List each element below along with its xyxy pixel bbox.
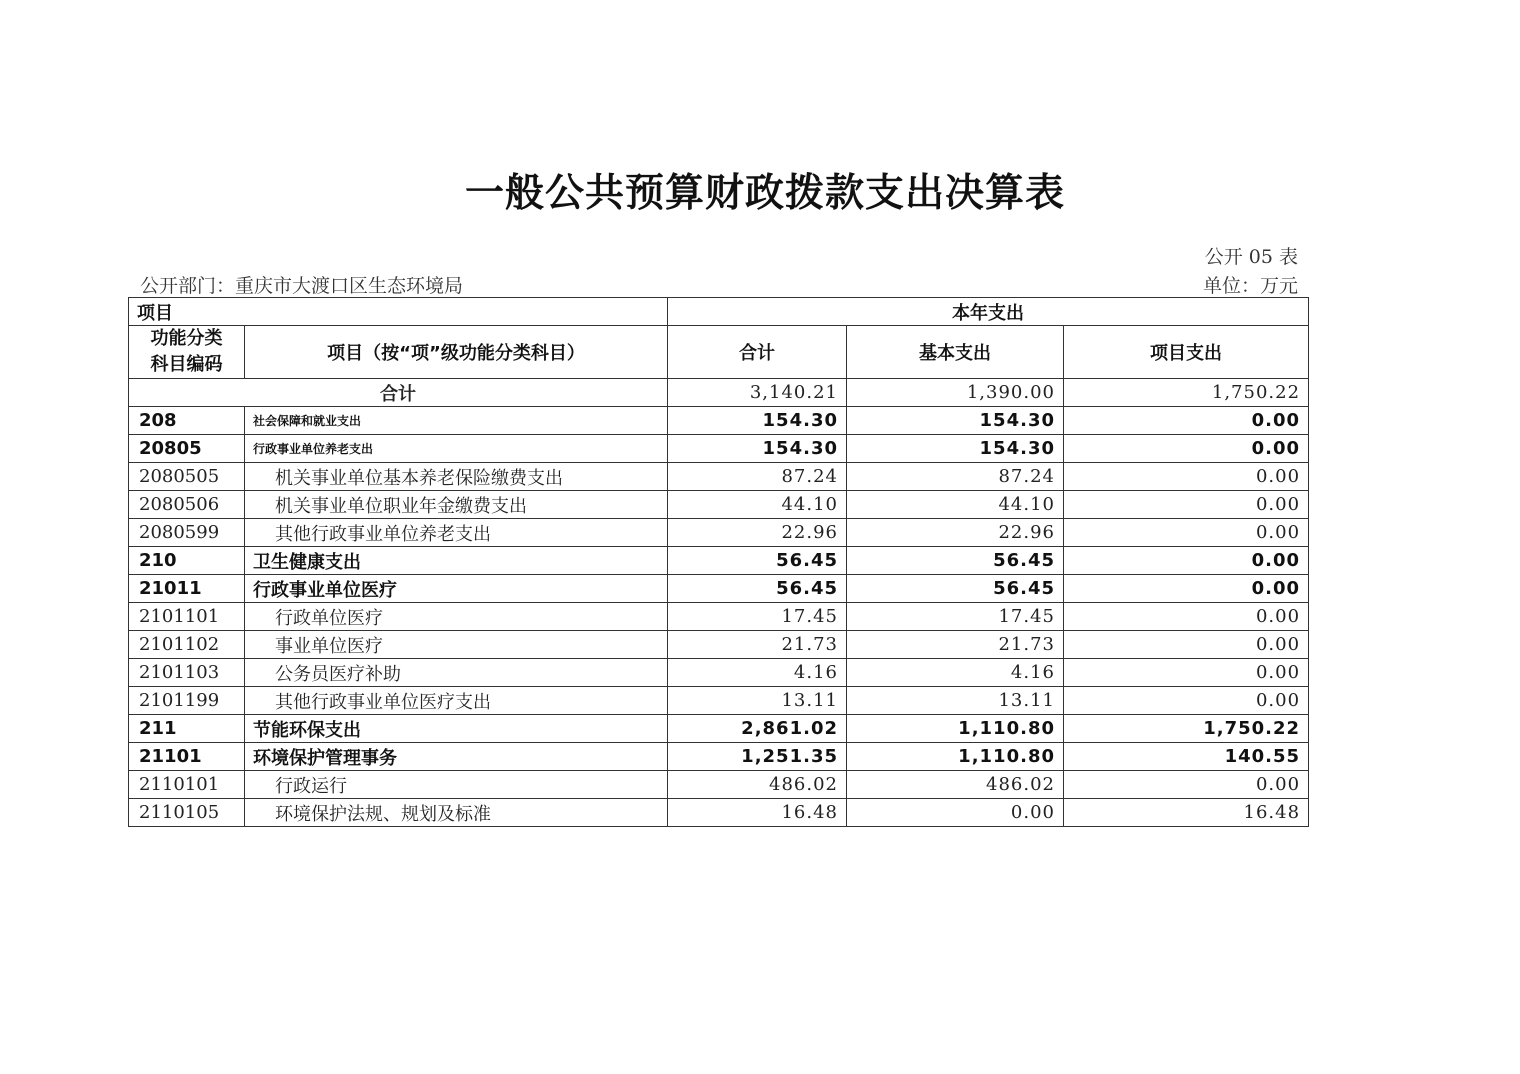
row-basic: 154.30 bbox=[847, 407, 1064, 435]
row-basic: 1,110.80 bbox=[847, 743, 1064, 771]
row-name: 机关事业单位职业年金缴费支出 bbox=[245, 491, 668, 519]
row-code: 2080506 bbox=[129, 491, 245, 519]
row-name: 卫生健康支出 bbox=[245, 547, 668, 575]
row-project: 0.00 bbox=[1064, 463, 1309, 491]
header-basic: 基本支出 bbox=[847, 326, 1064, 379]
row-total: 2,861.02 bbox=[668, 715, 847, 743]
row-total: 87.24 bbox=[668, 463, 847, 491]
row-total: 1,251.35 bbox=[668, 743, 847, 771]
row-code: 208 bbox=[129, 407, 245, 435]
row-name: 行政单位医疗 bbox=[245, 603, 668, 631]
row-total: 44.10 bbox=[668, 491, 847, 519]
row-name: 机关事业单位基本养老保险缴费支出 bbox=[245, 463, 668, 491]
row-basic: 87.24 bbox=[847, 463, 1064, 491]
row-code: 2101102 bbox=[129, 631, 245, 659]
table-row bbox=[129, 715, 1309, 743]
row-code: 2110101 bbox=[129, 771, 245, 799]
row-total: 16.48 bbox=[668, 799, 847, 827]
row-project: 0.00 bbox=[1064, 771, 1309, 799]
header-total: 合计 bbox=[668, 326, 847, 379]
table-row bbox=[129, 631, 1309, 659]
form-number: 公开 05 表 bbox=[1204, 246, 1298, 268]
header-row-sub bbox=[129, 326, 1309, 379]
row-basic: 154.30 bbox=[847, 435, 1064, 463]
row-basic: 21.73 bbox=[847, 631, 1064, 659]
row-total: 4.16 bbox=[668, 659, 847, 687]
row-code: 2080599 bbox=[129, 519, 245, 547]
row-basic: 4.16 bbox=[847, 659, 1064, 687]
row-code: 211 bbox=[129, 715, 245, 743]
header-current-year: 本年支出 bbox=[668, 298, 1309, 326]
row-code: 210 bbox=[129, 547, 245, 575]
row-project: 0.00 bbox=[1064, 603, 1309, 631]
table-row bbox=[129, 603, 1309, 631]
row-basic: 1,110.80 bbox=[847, 715, 1064, 743]
row-project: 0.00 bbox=[1064, 435, 1309, 463]
row-name: 事业单位医疗 bbox=[245, 631, 668, 659]
table-row bbox=[129, 659, 1309, 687]
row-name: 环境保护管理事务 bbox=[245, 743, 668, 771]
unit-label: 单位：万元 bbox=[1202, 275, 1298, 297]
row-basic: 486.02 bbox=[847, 771, 1064, 799]
header-item: 项目（按“项”级功能分类科目） bbox=[245, 326, 668, 379]
table-row bbox=[129, 435, 1309, 463]
page-title: 一般公共预算财政拨款支出决算表 bbox=[464, 171, 1065, 216]
total-label: 合计 bbox=[129, 379, 668, 407]
row-name: 行政事业单位医疗 bbox=[245, 575, 668, 603]
row-name: 其他行政事业单位医疗支出 bbox=[245, 687, 668, 715]
table-row bbox=[129, 771, 1309, 799]
expenditure-table bbox=[128, 297, 1309, 827]
total-amount: 3,140.21 bbox=[668, 379, 847, 407]
row-basic: 22.96 bbox=[847, 519, 1064, 547]
row-basic: 44.10 bbox=[847, 491, 1064, 519]
table-row bbox=[129, 575, 1309, 603]
total-basic: 1,390.00 bbox=[847, 379, 1064, 407]
row-project: 140.55 bbox=[1064, 743, 1309, 771]
row-project: 0.00 bbox=[1064, 547, 1309, 575]
row-total: 154.30 bbox=[668, 407, 847, 435]
row-code: 20805 bbox=[129, 435, 245, 463]
row-basic: 56.45 bbox=[847, 547, 1064, 575]
row-total: 22.96 bbox=[668, 519, 847, 547]
department-label: 公开部门：重庆市大渡口区生态环境局 bbox=[140, 275, 464, 297]
row-project: 1,750.22 bbox=[1064, 715, 1309, 743]
row-name: 公务员医疗补助 bbox=[245, 659, 668, 687]
table-row bbox=[129, 519, 1309, 547]
row-basic: 13.11 bbox=[847, 687, 1064, 715]
header-project-expenditure: 项目支出 bbox=[1064, 326, 1309, 379]
row-basic: 56.45 bbox=[847, 575, 1064, 603]
row-project: 0.00 bbox=[1064, 575, 1309, 603]
row-basic: 0.00 bbox=[847, 799, 1064, 827]
total-row bbox=[129, 379, 1309, 407]
row-project: 0.00 bbox=[1064, 407, 1309, 435]
table-row bbox=[129, 463, 1309, 491]
row-code: 2080505 bbox=[129, 463, 245, 491]
row-total: 13.11 bbox=[668, 687, 847, 715]
row-code: 2101199 bbox=[129, 687, 245, 715]
row-name: 其他行政事业单位养老支出 bbox=[245, 519, 668, 547]
header-project: 项目 bbox=[129, 298, 668, 326]
row-total: 17.45 bbox=[668, 603, 847, 631]
row-code: 21011 bbox=[129, 575, 245, 603]
header-code: 功能分类 科目编码 bbox=[129, 326, 245, 379]
row-name: 环境保护法规、规划及标准 bbox=[245, 799, 668, 827]
row-total: 154.30 bbox=[668, 435, 847, 463]
row-code: 2110105 bbox=[129, 799, 245, 827]
table-row bbox=[129, 687, 1309, 715]
table-row bbox=[129, 407, 1309, 435]
row-project: 0.00 bbox=[1064, 519, 1309, 547]
row-name: 节能环保支出 bbox=[245, 715, 668, 743]
row-project: 0.00 bbox=[1064, 659, 1309, 687]
row-project: 0.00 bbox=[1064, 491, 1309, 519]
row-code: 2101103 bbox=[129, 659, 245, 687]
table-row bbox=[129, 743, 1309, 771]
table-row bbox=[129, 491, 1309, 519]
row-name: 行政运行 bbox=[245, 771, 668, 799]
row-total: 56.45 bbox=[668, 547, 847, 575]
row-project: 0.00 bbox=[1064, 687, 1309, 715]
table-row bbox=[129, 547, 1309, 575]
total-project: 1,750.22 bbox=[1064, 379, 1309, 407]
row-project: 0.00 bbox=[1064, 631, 1309, 659]
row-name: 社会保障和就业支出 bbox=[245, 407, 668, 435]
row-total: 21.73 bbox=[668, 631, 847, 659]
row-project: 16.48 bbox=[1064, 799, 1309, 827]
row-total: 486.02 bbox=[668, 771, 847, 799]
row-name: 行政事业单位养老支出 bbox=[245, 435, 668, 463]
header-row-top bbox=[129, 298, 1309, 326]
row-code: 21101 bbox=[129, 743, 245, 771]
row-basic: 17.45 bbox=[847, 603, 1064, 631]
row-code: 2101101 bbox=[129, 603, 245, 631]
table-row bbox=[129, 799, 1309, 827]
row-total: 56.45 bbox=[668, 575, 847, 603]
